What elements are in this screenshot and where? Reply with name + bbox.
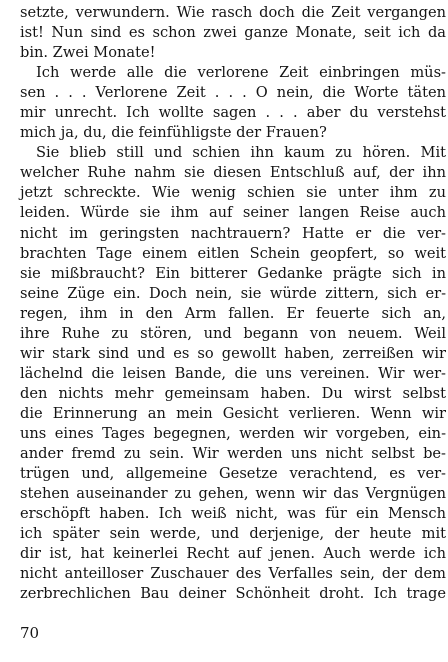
- body-text: [20, 3, 446, 604]
- text-line: dir ist, hat keinerlei Recht auf jenen. Auch werde ich: [20, 545, 446, 563]
- text-line: trügen und, allgemeine Gesetze verachtend, es ver-: [20, 465, 446, 483]
- text-line: ich später sein werde, und derjenige, der heute mit: [20, 525, 446, 543]
- text-line: bin. Zwei Monate!: [20, 44, 156, 62]
- page-number: 70: [20, 624, 40, 642]
- text-line: stehen auseinander zu gehen, wenn wir das Vergnügen: [20, 485, 446, 503]
- text-line: Sie blieb still und schien ihn kaum zu hören. Mit: [36, 144, 446, 162]
- text-line: regen, ihm in den Arm fallen. Er feuerte sich an,: [20, 304, 446, 322]
- text-line: nicht anteilloser Zuschauer des Verfalles sein, der dem: [20, 565, 446, 583]
- text-line: wir stark sind und es so gewollt haben, zerreißen wir: [20, 344, 446, 362]
- text-line: ist! Nun sind es schon zwei ganze Monate, seit ich da: [20, 24, 446, 42]
- text-line: sie mißbraucht? Ein bitterer Gedanke prägte sich in: [20, 264, 446, 282]
- text-line: brachten Tage einem eitlen Schein geopfert, so weit: [20, 244, 446, 262]
- text-line: seine Züge ein. Doch nein, sie würde zittern, sich er-: [20, 284, 446, 302]
- text-line: jetzt schreckte. Wie wenig schien sie unter ihm zu: [20, 184, 446, 202]
- text-line: leiden. Würde sie ihm auf seiner langen Reise auch: [20, 204, 446, 222]
- text-line: den nichts mehr gemeinsam haben. Du wirst selbst: [20, 384, 446, 402]
- text-line: ander fremd zu sein. Wir werden uns nicht selbst be-: [20, 445, 446, 463]
- text-line: Ich werde alle die verlorene Zeit einbringen müs-: [36, 64, 446, 82]
- text-line: ihre Ruhe zu stören, und begann von neuem. Weil: [20, 324, 446, 342]
- text-line: setzte, verwundern. Wie rasch doch die Zeit vergangen: [20, 4, 446, 21]
- text-line: erschöpft haben. Ich weiß nicht, was für ein Mensch: [20, 505, 446, 523]
- text-line: nicht im geringsten nachtrauern? Hatte er die ver-: [20, 224, 446, 242]
- text-line: mich ja, du, die feinfühligste der Frauen?: [20, 124, 327, 142]
- text-line: uns eines Tages begegnen, werden wir vorgeben, ein-: [20, 424, 446, 442]
- text-line: welcher Ruhe nahm sie diesen Entschluß auf, der ihn: [20, 164, 446, 182]
- text-line: zerbrechlichen Bau deiner Schönheit droht. Ich trage: [20, 585, 446, 603]
- text-line: die Erinnerung an mein Gesicht verlieren. Wenn wir: [20, 404, 446, 422]
- text-line: sen . . . Verlorene Zeit . . . O nein, die Worte täten: [20, 84, 446, 102]
- text-line: mir unrecht. Ich wollte sagen . . . aber du verstehst: [20, 104, 446, 122]
- text-line: lächelnd die leisen Bande, die uns vereinen. Wir wer-: [20, 364, 446, 382]
